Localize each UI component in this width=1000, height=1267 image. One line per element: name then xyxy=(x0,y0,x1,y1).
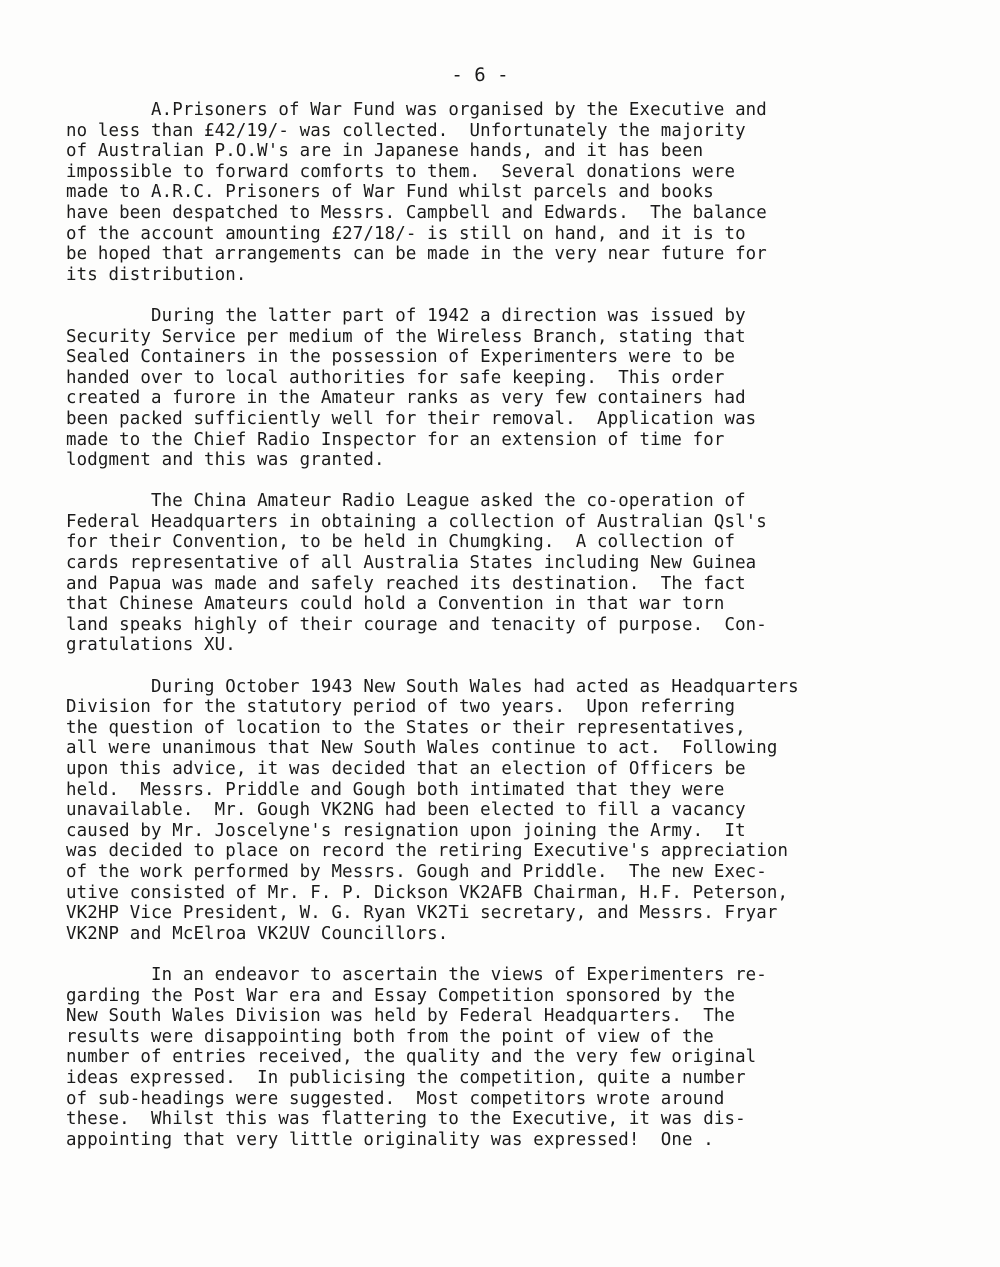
paragraph-2 xyxy=(66,306,926,471)
text-line: been packed sufficiently well for their removal. Application was xyxy=(66,408,757,429)
text-line: created a furore in the Amateur ranks as very few containers had xyxy=(66,388,746,409)
text-line: VK2HP Vice President, W. G. Ryan VK2Ti secretary, and Messrs. Fryar xyxy=(66,903,778,924)
text-line: gratulations XU. xyxy=(66,635,236,656)
text-line: Division for the statutory period of two years. Upon referring xyxy=(66,697,736,718)
text-line: have been despatched to Messrs. Campbell and Edwards. The balance xyxy=(66,202,767,223)
text-line: the question of location to the States or their representatives, xyxy=(66,717,746,738)
text-line: ideas expressed. In publicising the competition, quite a number xyxy=(66,1067,746,1088)
text-line: its distribution. xyxy=(66,264,247,285)
text-line: these. Whilst this was flattering to the Executive, it was dis- xyxy=(66,1109,746,1130)
text-line: held. Messrs. Priddle and Gough both intimated that they were xyxy=(66,779,725,800)
text-line: utive consisted of Mr. F. P. Dickson VK2AFB Chairman, H.F. Peterson, xyxy=(66,882,789,903)
text-line: be hoped that arrangements can be made in the very near future for xyxy=(66,244,767,265)
text-line: and Papua was made and safely reached its destination. The fact xyxy=(66,573,746,594)
text-line: for their Convention, to be held in Chumgking. A collection of xyxy=(66,532,736,553)
text-line: results were disappointing both from the point of view of the xyxy=(66,1026,714,1047)
text-line: appointing that very little originality was expressed! One . xyxy=(66,1129,714,1150)
text-line: During October 1943 New South Wales had acted as Headquarters xyxy=(66,676,799,697)
paragraph-4 xyxy=(66,677,926,945)
page-number: - 6 - xyxy=(451,64,509,86)
text-line: of Australian P.O.W's are in Japanese hands, and it has been xyxy=(66,141,704,162)
text-line: was decided to place on record the retiring Executive's appreciation xyxy=(66,841,789,862)
text-line: Sealed Containers in the possession of Experimenters were to be xyxy=(66,347,736,368)
paragraph-5 xyxy=(66,965,926,1150)
text-line: A.Prisoners of War Fund was organised by the Executive and xyxy=(66,100,767,120)
text-line: lodgment and this was granted. xyxy=(66,450,385,471)
text-line: caused by Mr. Joscelyne's resignation upon joining the Army. It xyxy=(66,820,746,841)
text-line: all were unanimous that New South Wales continue to act. Following xyxy=(66,738,778,759)
text-line: Federal Headquarters in obtaining a collection of Australian Qsl's xyxy=(66,511,767,532)
text-line: that Chinese Amateurs could hold a Convention in that war torn xyxy=(66,594,725,615)
text-line: no less than £42/19/- was collected. Unfortunately the majority xyxy=(66,120,746,141)
text-line: The China Amateur Radio League asked the co-operation of xyxy=(66,491,746,512)
text-line: cards representative of all Australia States including New Guinea xyxy=(66,553,757,574)
text-line: VK2NP and McElroa VK2UV Councillors. xyxy=(66,923,449,944)
text-line: made to A.R.C. Prisoners of War Fund whilst parcels and books xyxy=(66,182,714,203)
text-line: of the account amounting £27/18/- is still on hand, and it is to xyxy=(66,223,746,244)
text-line: garding the Post War era and Essay Competition sponsored by the xyxy=(66,985,736,1006)
text-line: upon this advice, it was decided that an election of Officers be xyxy=(66,759,746,779)
text-line: of the work performed by Messrs. Gough and Priddle. The new Exec- xyxy=(66,861,767,882)
paragraph-3 xyxy=(66,491,926,656)
text-line: impossible to forward comforts to them. Several donations were xyxy=(66,161,736,182)
text-line: unavailable. Mr. Gough VK2NG had been elected to fill a vacancy xyxy=(66,800,746,821)
text-line: During the latter part of 1942 a direction was issued by xyxy=(66,305,746,326)
text-line: of sub-headings were suggested. Most competitors wrote around xyxy=(66,1088,725,1109)
text-line: number of entries received, the quality and the very few original xyxy=(66,1047,757,1068)
text-line: land speaks highly of their courage and tenacity of purpose. Con- xyxy=(66,614,767,635)
text-line: New South Wales Division was held by Federal Headquarters. The xyxy=(66,1006,736,1027)
paragraph-1 xyxy=(66,100,926,285)
text-line: handed over to local authorities for safe keeping. This order xyxy=(66,367,725,388)
text-line: made to the Chief Radio Inspector for an extension of time for xyxy=(66,429,725,450)
text-line: In an endeavor to ascertain the views of Experimenters re- xyxy=(66,964,767,985)
document-body xyxy=(66,100,926,1171)
text-line: Security Service per medium of the Wireless Branch, stating that xyxy=(66,326,746,347)
